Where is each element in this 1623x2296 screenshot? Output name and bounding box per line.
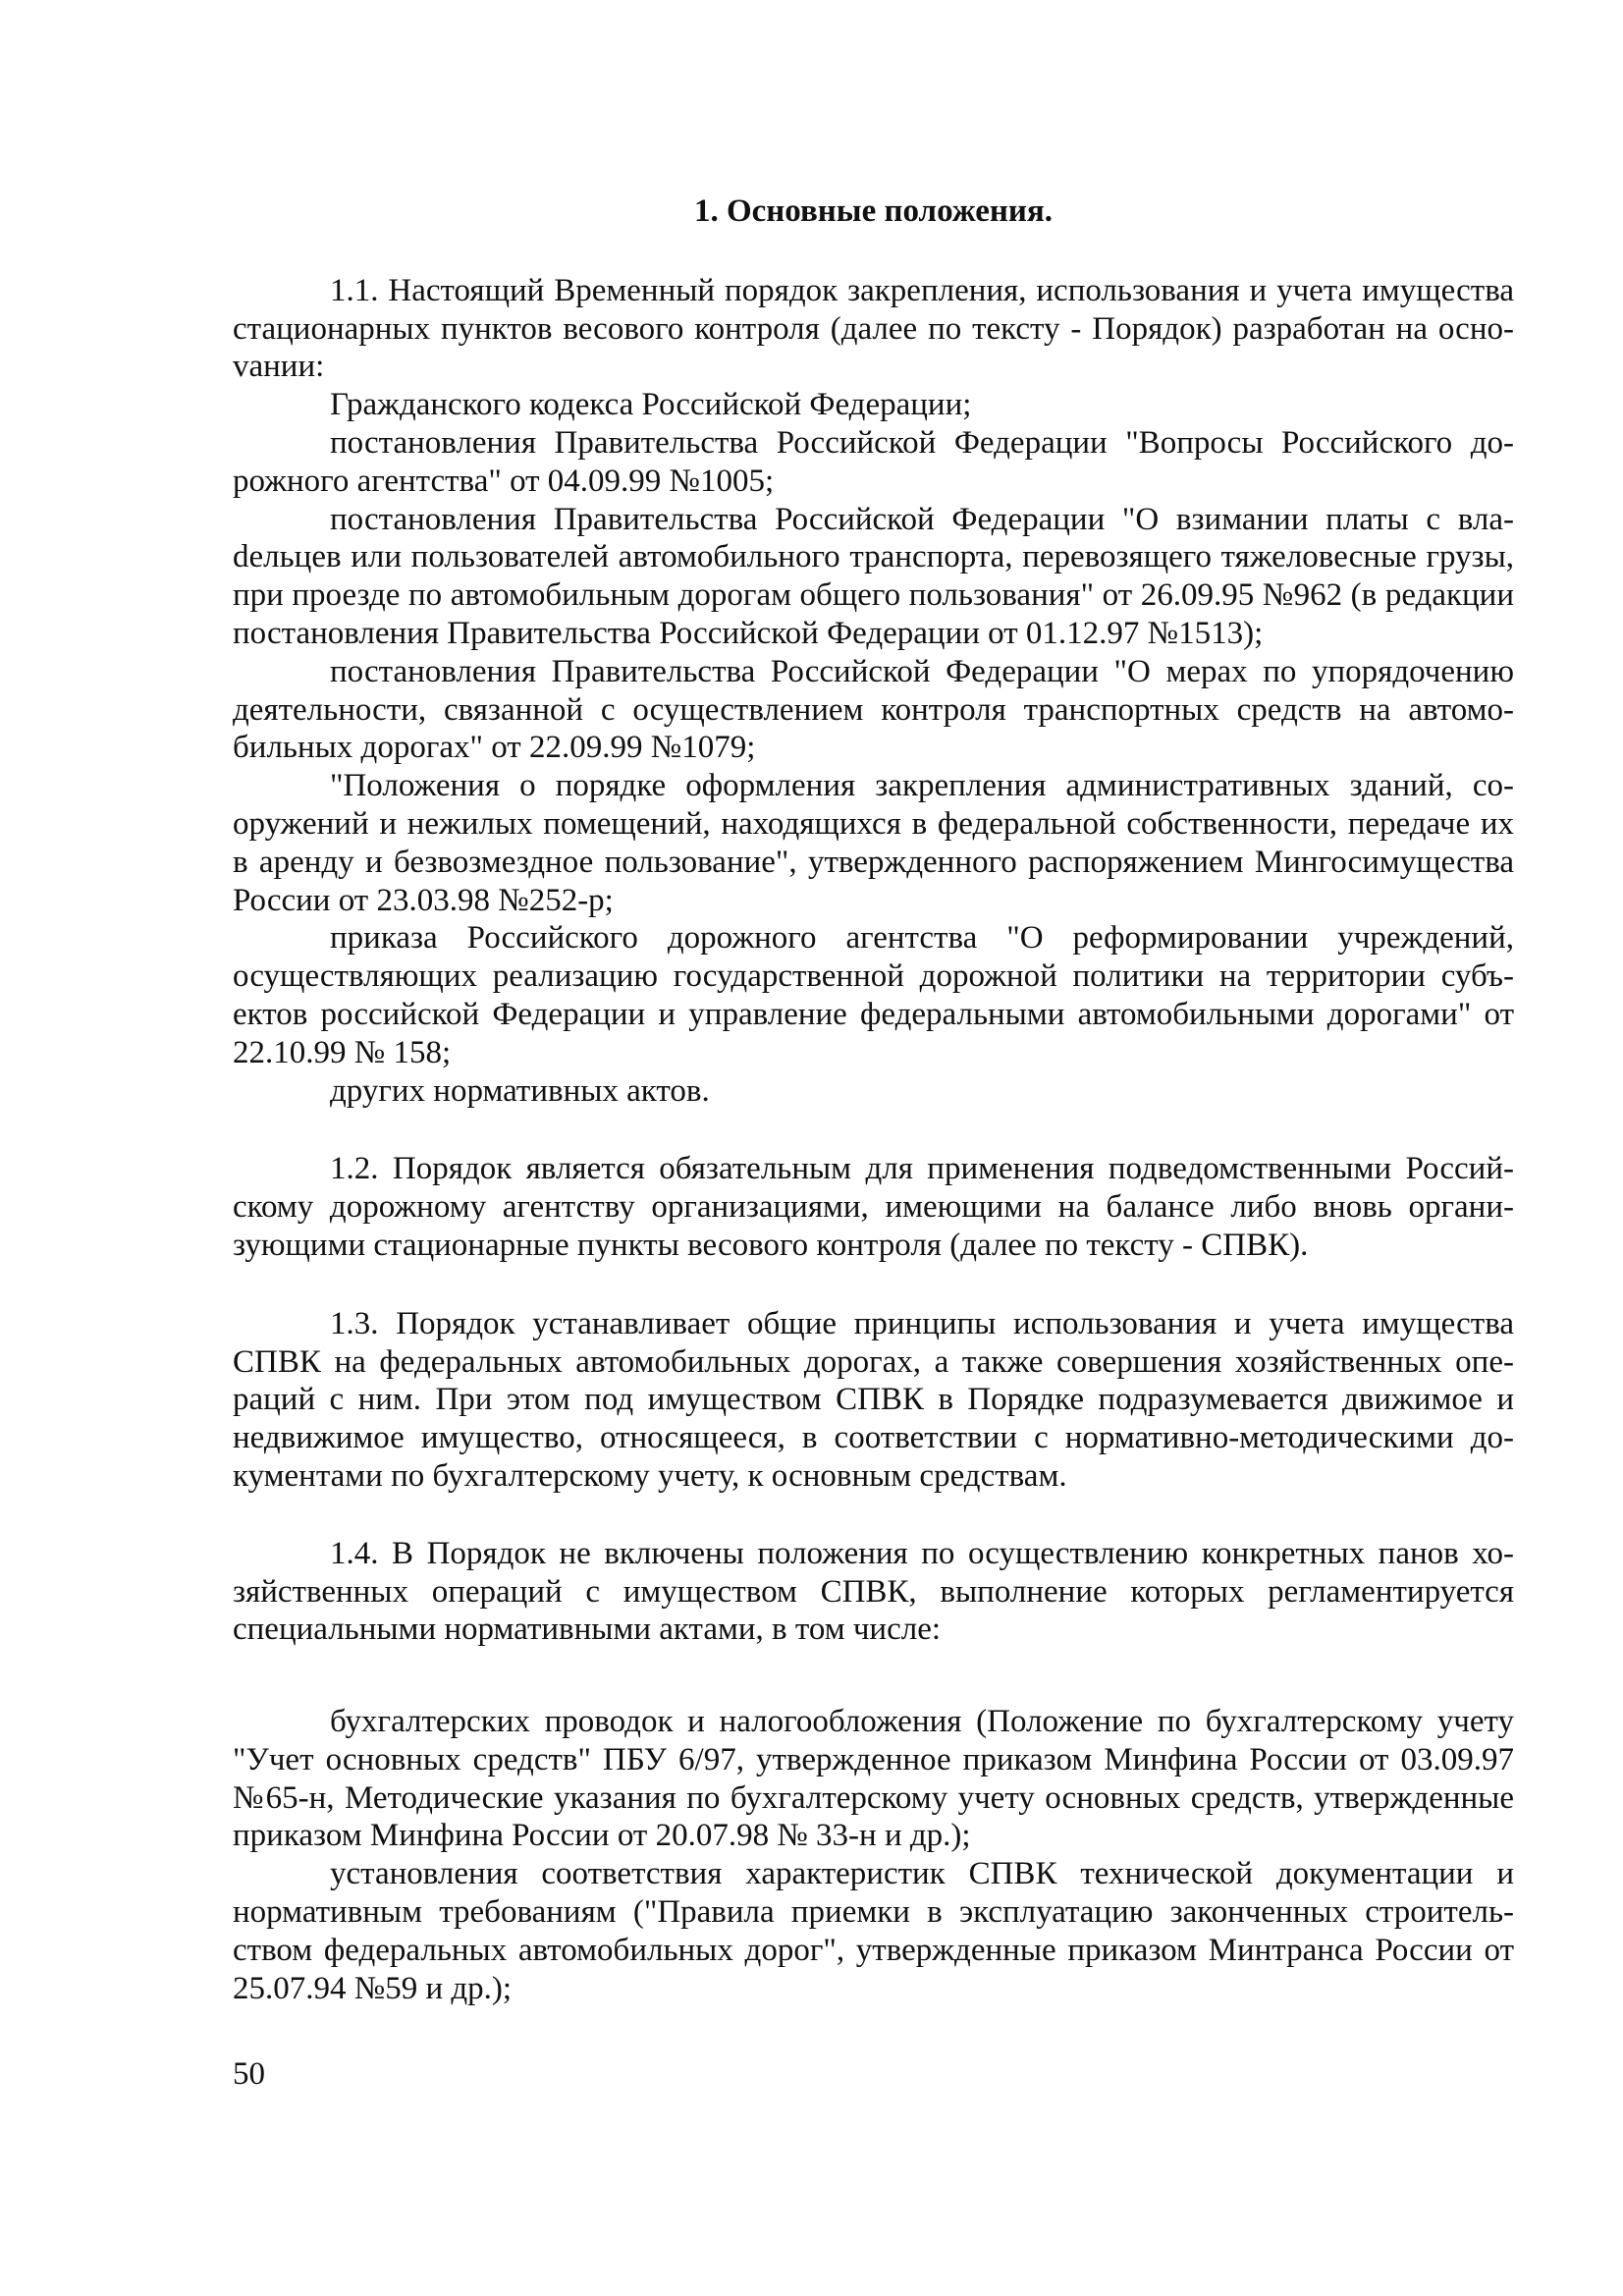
page-number: 50 (233, 2056, 265, 2092)
paragraph-1-3: 1.3. Порядок устанавливает общие принципы использования и учета имущества СПВК на федеральных автомобильных дорогах, а также совершения хозяйственных операций с ним. При этом под имуществом СПВК в Порядке подразумевается движимое и недвижимое имущество, относящееся, в соответствии с нормативно-методическими документами по бухгалтерскому учету, к основным средствам. (233, 1305, 1514, 1494)
document-body (233, 192, 1514, 2007)
basis-resolution-1079: постановления Правительства Российской Федерации "О мерах по упорядочению деятельности, связанной с осуществлением контроля транспортных средств на автомобильных дорогах" от 22.09.99 №1079; (233, 653, 1514, 766)
basis-order-158: приказа Российского дорожного агентства "О реформировании учреждений, осуществляющих реализацию государственной дорожной политики на территории субъектов российской Федерации и управление федеральными автомобильными дорогами" от 22.10.99 № 158; (233, 920, 1514, 1070)
basis-civil-code: Гражданского кодекса Российской Федерации; (330, 387, 972, 423)
exclusion-accounting: бухгалтерских проводок и налогообложения (Положение по бухгалтерскому учету "Учет основных средств" ПБУ 6/97, утвержденное приказом Минфина России от 03.09.97 №65-н, Методические указания по бухгалтерскому учету основных средств, утвержденные приказом Минфина России от 20.07.98 № 33-н и др.); (233, 1704, 1514, 1854)
basis-other-acts: других нормативных актов. (330, 1072, 710, 1109)
paragraph-1-2: 1.2. Порядок является обязательным для применения подведомственными Российскому дорожному агентству организациями, имеющими на балансе либо вновь организующими стационарные пункты весового контроля (далее по тексту - СПВК). (233, 1151, 1514, 1263)
basis-regulation-252: "Положения о порядке оформления закрепления административных зданий, сооружений и нежилых помещений, находящихся в федеральной собственности, передаче их в аренду и безвозмездное пользование", утвержденного распоряжением Мингосимущества России от 23.03.98 №252-р; (233, 768, 1514, 918)
basis-resolution-962: постановления Правительства Российской Федерации "О взимании платы с влаdельцев или пользователей автомобильного транспорта, перевозящего тяжеловесные грузы, при проезде по автомобильным дорогам общего пользования" от 26.09.95 №962 (в редакции постановления Правительства Российской Федерации от 01.12.97 №1513); (233, 501, 1514, 651)
paragraph-1-1: 1.1. Настоящий Временный порядок закрепления, использования и учета имущества стационарных пунктов весового контроля (далее по тексту - Порядок) разработан на осноvании: (233, 272, 1514, 385)
paragraph-1-4: 1.4. В Порядок не включены положения по осуществлению конкретных панов хозяйственных операций с имуществом СПВК, выполнение которых регламентируется специальными нормативными актами, в том числе: (233, 1535, 1514, 1648)
exclusion-technical-compliance: установления соответствия характеристик СПВК технической документации и нормативным требованиям ("Правила приемки в эксплуатацию законченных строительством федеральных автомобильных дорог", утвержденные приказом Минтранса России от 25.07.94 №59 и др.); (233, 1856, 1514, 2006)
basis-resolution-1005: постановления Правительства Российской Федерации "Вопросы Российского дорожного агентства" от 04.09.99 №1005; (233, 424, 1514, 499)
section-heading: 1. Основные положения. (693, 193, 1054, 229)
